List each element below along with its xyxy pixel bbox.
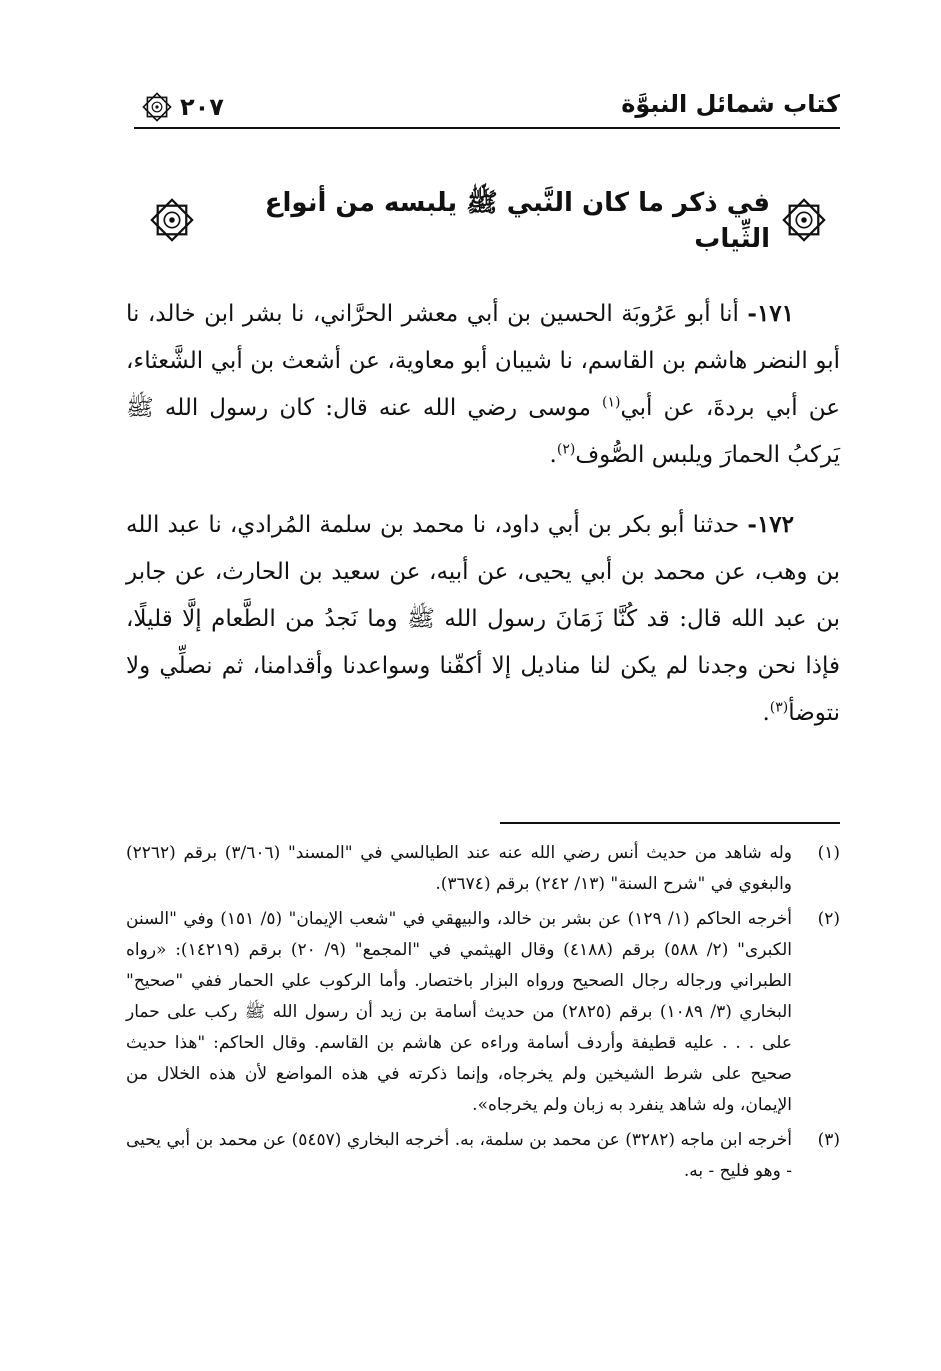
footnote-divider	[500, 822, 840, 824]
footnote-ref[interactable]: (١)	[601, 394, 621, 411]
footnote-mark: (١)	[817, 843, 840, 863]
footnote-text: وله شاهد من حديث أنس رضي الله عنه عند الطيالسي في "المسند" (٣/٦٠٦) برقم (٢٢٦٢) والبغوي في "شرح السنة" (١٣/ ٢٤٢) برقم (٣٦٧٤).	[126, 843, 792, 894]
footnote-text: أخرجه ابن ماجه (٣٢٨٢) عن محمد بن سلمة، به. أخرجه البخاري (٥٤٥٧) عن محمد بن أبي يحيى - وهو فليح - به.	[126, 1130, 792, 1181]
hadith-text: .	[549, 442, 557, 468]
footnote-mark: (٣)	[817, 1130, 840, 1150]
running-header	[134, 86, 840, 130]
footnote-ref[interactable]: (٢)	[556, 441, 576, 458]
hadith-text: موسى رضي الله عنه قال: كان رسول الله ﷺ يَركبُ الحمارَ ويلبس الصُّوف	[126, 395, 840, 468]
hadith-number: ١٧٢-	[747, 511, 794, 538]
footnote-3	[126, 1125, 840, 1187]
main-text	[126, 290, 840, 759]
hadith-number: ١٧١-	[747, 300, 794, 327]
footnote-mark: (٢)	[817, 909, 840, 929]
hadith-text: .	[762, 700, 770, 726]
hadith-text: حدثنا أبو بكر بن أبي داود، نا محمد بن سلمة المُرادي، نا عبد الله بن وهب، عن محمد بن أبي يحيى، عن أبيه، عن سعيد بن الحارث، عن جابر بن عبد الله قال: قد كُنَّا زَمَانَ رسول الله ﷺ وما نَجدُ من الطَّعام إلَّا قليلًا، فإذا نحن وجدنا لم يكن لنا مناديل إلا أكفّنا وسواعدنا وأقدامنا، ثم نصلِّي ولا نتوضأ	[126, 512, 840, 726]
book-title: كتاب شمائل النبوَّة	[621, 90, 840, 118]
page-number: ٢٠٧	[180, 93, 224, 121]
chapter-title: في ذكر ما كان النَّبي ﷺ يلبسه من أنواع الثِّياب	[264, 188, 771, 254]
chapter-heading	[150, 188, 826, 254]
footnote-text: أخرجه الحاكم (١/ ١٢٩) عن بشر بن خالد، والبيهقي في "شعب الإيمان" (٥/ ١٥١) وفي "السنن الكبرى" (٢/ ٥٨٨) برقم (٤١٨٨) وقال الهيثمي في "المجمع" (٩/ ٢٠) برقم (١٤٢١٩): «رواه الطبراني ورجاله رجال الصحيح ورواه البزار باختصار. وأما الركوب علي الحمار ففي "صحيح" البخاري (٣/ ١٠٨٩) برقم (٢٨٢٥) من حديث أسامة بن زيد أن رسول الله ﷺ ركب على حمار على . . . عليه قطيفة وأردف أسامة وراءه عن هاشم بن القاسم. وقال الحاكم: "هذا حديث صحيح على شرط الشيخين ولم يخرجاه، وإنما ذكرته في هذه المواضع لأن هذه الخلال من الإيمان، وله شاهد ينفرد به زبان ولم يخرجاه».	[126, 909, 793, 1115]
hadith-172	[126, 501, 840, 737]
geometric-star-ornament-icon	[782, 197, 826, 243]
geometric-star-ornament-icon	[150, 197, 194, 243]
footnote-2	[126, 904, 840, 1121]
geometric-star-ornament-icon	[140, 91, 174, 123]
page-number-block	[134, 90, 246, 124]
footnote-ref[interactable]: (٣)	[769, 699, 789, 716]
hadith-171	[126, 290, 840, 479]
header-divider	[134, 127, 840, 129]
hadith-text: أنا أبو عَرُوبَة الحسين بن أبي معشر الحرَّاني، نا بشر ابن خالد، نا أبو النضر هاشم بن القاسم، نا شيبان أبو معاوية، عن أشعث بن أبي الشَّعثاء، عن أبي بردةَ، عن أبي	[126, 301, 840, 421]
footnote-1	[126, 838, 840, 900]
footnotes	[126, 838, 840, 1191]
